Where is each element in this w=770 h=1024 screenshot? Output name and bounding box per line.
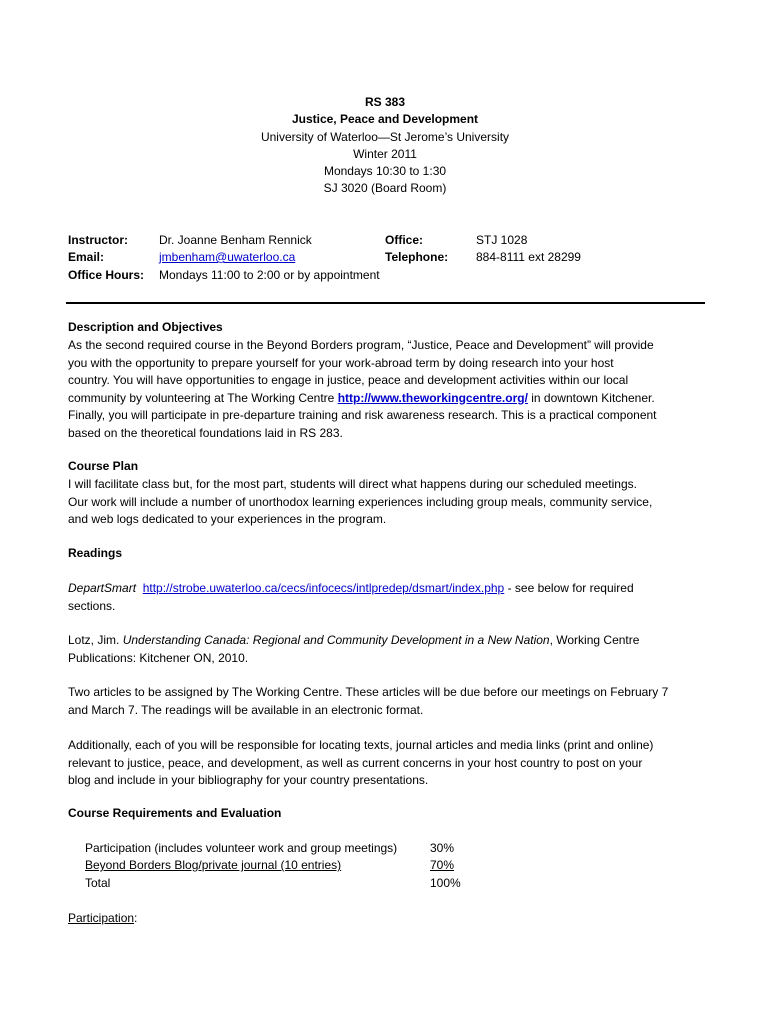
evaluation-item: Beyond Borders Blog/private journal (10 entries) (85, 858, 342, 872)
working-centre-link[interactable]: http://www.theworkingcentre.org/ (337, 390, 528, 405)
reading-lotz (68, 632, 708, 667)
reading-articles (68, 684, 708, 719)
evaluation-item: Total (85, 876, 111, 890)
description-line: Finally, you will participate in pre-departure training and risk awareness research. This is a practical component (68, 408, 657, 422)
email-label: Email: (68, 250, 105, 264)
reading-line: Two articles to be assigned by The Working Centre. These articles will be due before our meetings on February 7 (68, 685, 669, 699)
description-text: community by volunteering at The Working Centre (68, 390, 338, 405)
description-paragraph (68, 337, 708, 442)
reading-line (68, 632, 708, 650)
course-plan-heading: Course Plan (68, 459, 139, 473)
email-link[interactable]: jmbenham@uwaterloo.ca (159, 250, 296, 264)
reading-author: Lotz, Jim. (68, 633, 123, 647)
description-line: based on the theoretical foundations laid in RS 283. (68, 425, 343, 440)
reading-line: blog and include in your bibliography for your country presentations. (68, 773, 429, 787)
evaluation-weight: 100% (430, 876, 461, 890)
evaluation-item: Participation (includes volunteer work and group meetings) (85, 841, 398, 855)
description-line: country. You will have opportunities to engage in justice, peace and development activities within our local (68, 373, 629, 387)
reading-line (68, 580, 708, 598)
description-heading: Description and Objectives (68, 320, 223, 334)
course-title: Justice, Peace and Development (291, 112, 479, 126)
term: Winter 2011 (353, 147, 417, 161)
reading-line: Publications: Kitchener ON, 2010. (68, 650, 249, 665)
departsmart-link[interactable]: http://strobe.uwaterloo.ca/cecs/infocecs/intlpredep/dsmart/index.php (142, 581, 505, 595)
reading-line: Additionally, each of you will be responsible for locating texts, journal articles and media links (print and online) (68, 738, 654, 752)
description-line (68, 390, 708, 408)
instructor-value: Dr. Joanne Benham Rennick (159, 233, 312, 247)
reading-additional (68, 737, 708, 790)
office-hours-label: Office Hours: (68, 268, 145, 282)
course-plan-line: Our work will include a number of unorthodox learning experiences including group meals, community service, (68, 494, 653, 509)
course-code: RS 383 (364, 95, 406, 109)
course-plan-paragraph (68, 476, 708, 529)
participation-colon: : (134, 911, 138, 925)
horizontal-divider (66, 302, 705, 304)
reading-departsmart (68, 580, 708, 615)
office-value: STJ 1028 (476, 233, 528, 247)
participation-heading-row (68, 910, 137, 927)
reading-line: and March 7. The readings will be available in an electronic format. (68, 702, 424, 717)
evaluation-weight: 70% (430, 858, 455, 872)
office-hours-value: Mondays 11:00 to 2:00 or by appointment (159, 268, 380, 282)
reading-line: sections. (68, 598, 116, 613)
evaluation-heading: Course Requirements and Evaluation (68, 806, 282, 820)
reading-text: - see below for required (504, 581, 634, 595)
schedule: Mondays 10:30 to 1:30 (323, 164, 447, 178)
course-plan-line: I will facilitate class but, for the most part, students will direct what happens during our scheduled meetings. (68, 477, 637, 491)
readings-heading: Readings (68, 546, 123, 560)
reading-book-title: Understanding Canada: Regional and Community Development in a New Nation (122, 633, 550, 647)
description-line: you with the opportunity to prepare yourself for your work-abroad term by doing research into your host (68, 355, 614, 370)
reading-line: relevant to justice, peace, and development, as well as current concerns in your host country to post on your (68, 755, 643, 770)
university: University of Waterloo—St Jerome’s University (260, 130, 510, 144)
participation-heading: Participation (68, 911, 135, 925)
description-text: in downtown Kitchener. (527, 390, 655, 405)
reading-text: , Working Centre (549, 633, 640, 647)
departsmart-title: DepartSmart (68, 581, 137, 595)
instructor-label: Instructor: (68, 233, 128, 247)
description-line: As the second required course in the Beyond Borders program, “Justice, Peace and Development” will provide (68, 338, 654, 352)
office-label: Office: (385, 233, 424, 247)
course-plan-line: and web logs dedicated to your experiences in the program. (68, 512, 387, 526)
evaluation-weight: 30% (430, 841, 455, 855)
telephone-label: Telephone: (385, 250, 449, 264)
room: SJ 3020 (Board Room) (323, 181, 447, 195)
telephone-value: 884-8111 ext 28299 (476, 250, 581, 264)
